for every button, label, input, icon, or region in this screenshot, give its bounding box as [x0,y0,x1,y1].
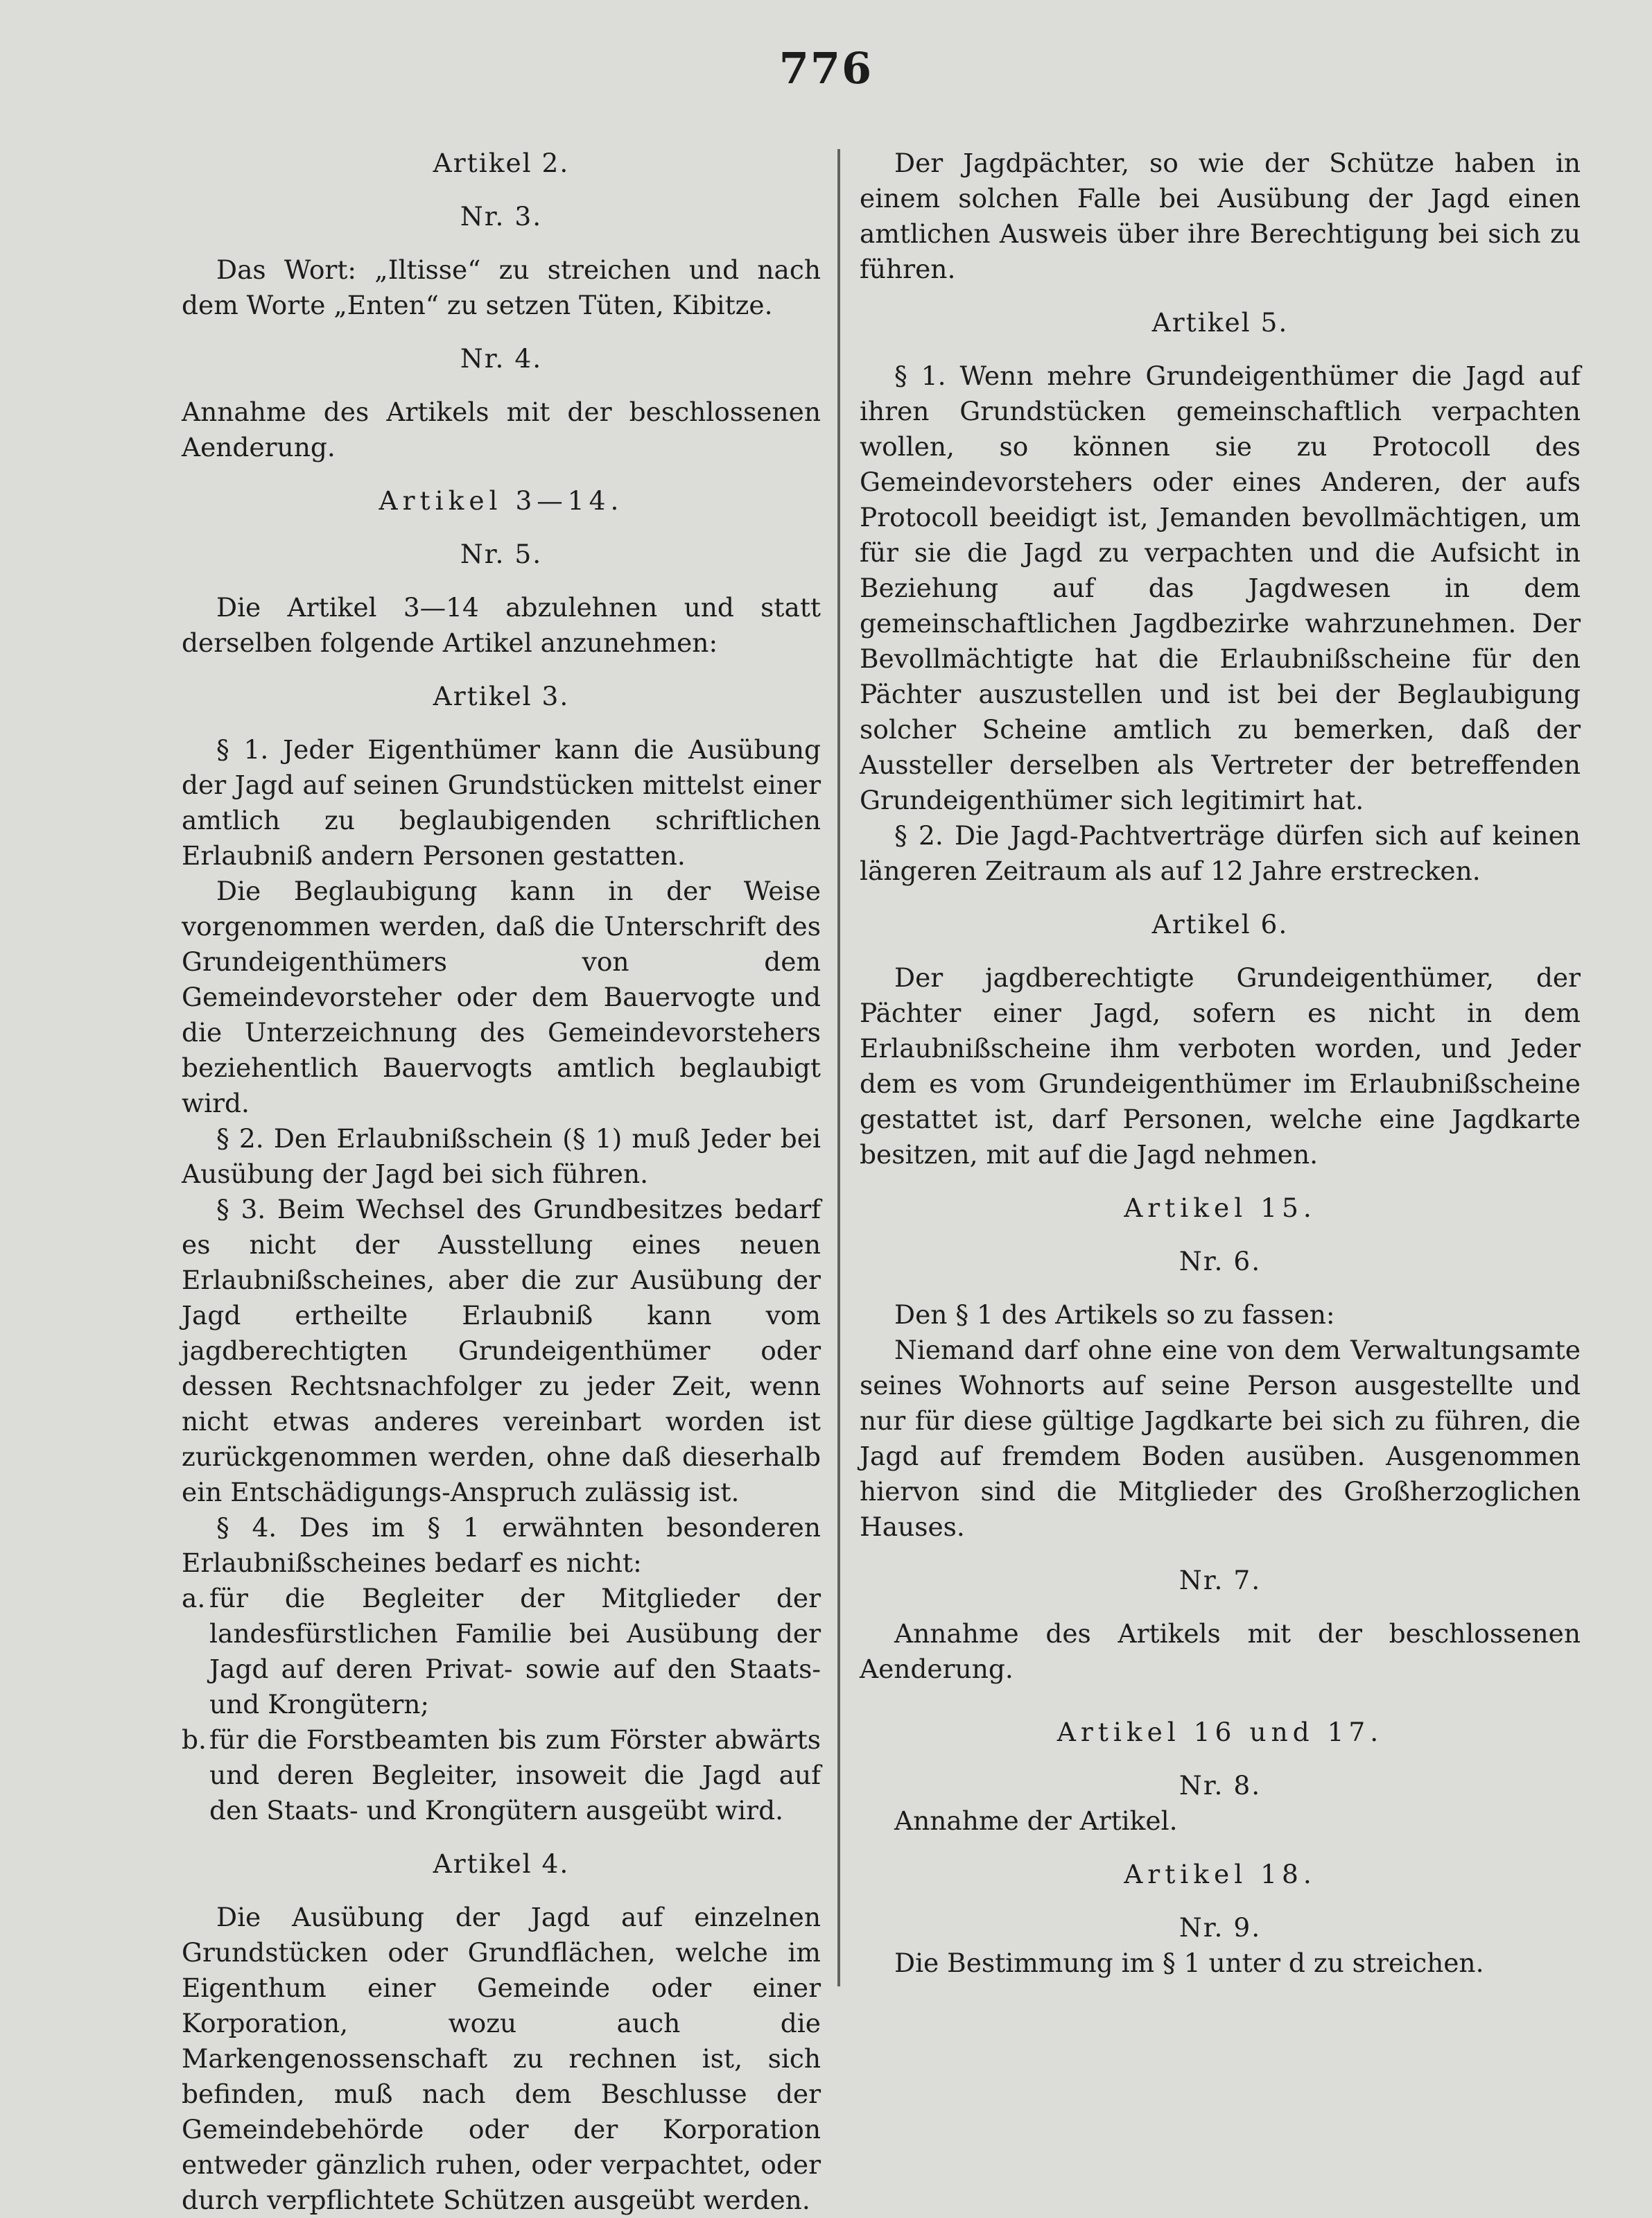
page-number: 776 [779,43,873,94]
nr-4-heading: Nr. 4. [460,343,543,374]
nr-7-text: Annahme des Artikels mit der beschlossenen Aenderung. [860,1618,1581,1684]
article-5-paragraph-2: § 2. Die Jagd-Pachtverträge dürfen sich auf keinen längeren Zeitraum als auf 12 Jahre erstrecken. [860,820,1581,886]
list-text: für die Forstbeamten bis zum Förster abwärts und deren Begleiter, insoweit die Jagd auf den Staats- und Krongütern ausgeübt wird. [209,1724,821,1826]
nr-6-intro: Den § 1 des Artikels so zu fassen: [894,1299,1335,1330]
article-4-title: Artikel 4. [433,1848,570,1879]
article-5-paragraph-1: § 1. Wenn mehre Grundeigenthümer die Jagd auf ihren Grundstücken gemeinschaftlich verpachten wollen, so können sie zu Protocoll des Gemeindevorstehers oder eines Anderen, der aufs Protocoll beeidigt ist, Jemanden bevollmächtigen, um für sie die Jagd zu verpachten und die Aufsicht in Beziehung auf das Jagdwesen in dem gemeinschaftlichen Jagdbezirke wahrzunehmen. Der Bevollmächtigte hat die Erlaubnißscheine für den Pächter auszustellen und ist bei der Beglaubigung solcher Scheine amtlich zu bemerken, daß der Aussteller derselben als Vertreter der betreffenden Grundeigenthümer sich legitimirt hat. [860,361,1581,815]
nr-9-text: Die Bestimmung im § 1 unter d zu streichen. [894,1948,1484,1978]
list-item-b [182,1722,821,1828]
article-3-paragraph-1: § 1. Jeder Eigenthümer kann die Ausübung der Jagd auf seinen Grundstücken mittelst einer amtlich zu beglaubigenden schriftlichen Erlaubniß andern Personen gestatten. [182,734,821,871]
nr-4-text: Annahme des Artikels mit der beschlossenen Aenderung. [182,397,821,462]
nr-3-text: Das Wort: „Iltisse“ zu streichen und nach dem Worte „Enten“ zu setzen Tüten, Kibitze. [182,254,821,320]
article-4-paragraph-1: Die Ausübung der Jagd auf einzelnen Grundstücken oder Grundflächen, welche im Eigenthum einer Gemeinde oder einer Korporation, wozu auch die Markengenossenschaft zu rechnen ist, sich befinden, muß nach dem Beschlusse der Gemeindebehörde oder der Korporation entweder gänzlich ruhen, oder verpachtet, oder durch verpflichtete Schützen ausgeübt werden. [182,1902,821,2215]
article-6-title: Artikel 6. [1151,909,1289,939]
nr-3-heading: Nr. 3. [460,201,543,232]
nr-6-text: Niemand darf ohne eine von dem Verwaltungsamte seines Wohnorts auf seine Person ausgestellte und nur für diese gültige Jagdkarte bei sich zu führen, die Jagd auf fremdem Boden ausüben. Ausgenommen hiervon sind die Mitglieder des Großherzoglichen Hauses. [860,1335,1581,1542]
article-3-paragraph-2: § 2. Den Erlaubnißschein (§ 1) muß Jeder bei Ausübung der Jagd bei sich führen. [182,1123,821,1189]
list-label: b. [182,1724,207,1755]
article-18-title: Artikel 18. [1124,1859,1316,1889]
list-item-a [182,1581,821,1722]
list-text: für die Begleiter der Mitglieder der landesfürstlichen Familie bei Ausübung der Jagd auf deren Privat- sowie auf den Staats- und Krongütern; [209,1583,821,1719]
article-15-title: Artikel 15. [1124,1193,1316,1223]
article-2-title: Artikel 2. [433,148,570,178]
article-6-paragraph-1: Der jagdberechtigte Grundeigenthümer, der Pächter einer Jagd, sofern es nicht in dem Erlaubnißscheine ihm verboten worden, und Jeder dem es vom Grundeigenthümer im Erlaubnißscheine gestattet ist, darf Personen, welche eine Jagdkarte besitzen, mit auf die Jagd nehmen. [860,962,1581,1170]
article-3-paragraph-3: § 3. Beim Wechsel des Grundbesitzes bedarf es nicht der Ausstellung eines neuen Erlaubnißscheines, aber die zur Ausübung der Jagd ertheilte Erlaubniß kann vom jagdberechtigten Grundeigenthümer oder dessen Rechtsnachfolger zu jeder Zeit, wenn nicht etwas anderes vereinbart worden ist zurückgenommen werden, ohne daß dieserhalb ein Entschädigungs-Anspruch zulässig ist. [182,1194,821,1507]
right-column [860,146,1581,1981]
nr-8-text: Annahme der Artikel. [894,1805,1178,1836]
article-3-paragraph-1b: Die Beglaubigung kann in der Weise vorgenommen werden, daß die Unterschrift des Grundeigenthümers von dem Gemeindevorsteher oder dem Bauervogte und die Unterzeichnung des Gemeindevorstehers beziehentlich Bauervogts amtlich beglaubigt wird. [182,876,821,1118]
article-3-title: Artikel 3. [433,681,570,711]
list-label: a. [182,1583,206,1613]
article-3-14-title: Artikel 3—14. [379,485,624,516]
left-column [182,146,821,2218]
nr-8-heading: Nr. 8. [1179,1770,1262,1801]
nr-7-heading: Nr. 7. [1179,1565,1262,1595]
nr-6-heading: Nr. 6. [1179,1246,1262,1276]
article-16-17-title: Artikel 16 und 17. [1057,1717,1384,1747]
nr-5-text: Die Artikel 3—14 abzulehnen und statt derselben folgende Artikel anzunehmen: [182,592,821,658]
article-4-continuation: Der Jagdpächter, so wie der Schütze haben in einem solchen Falle bei Ausübung der Jagd einen amtlichen Ausweis über ihre Berechtigung bei sich zu führen. [860,148,1581,284]
article-5-title: Artikel 5. [1151,307,1289,338]
column-divider [837,149,840,1986]
nr-9-heading: Nr. 9. [1179,1912,1262,1943]
nr-5-heading: Nr. 5. [460,539,543,569]
article-3-paragraph-4: § 4. Des im § 1 erwähnten besonderen Erlaubnißscheines bedarf es nicht: [182,1512,821,1578]
